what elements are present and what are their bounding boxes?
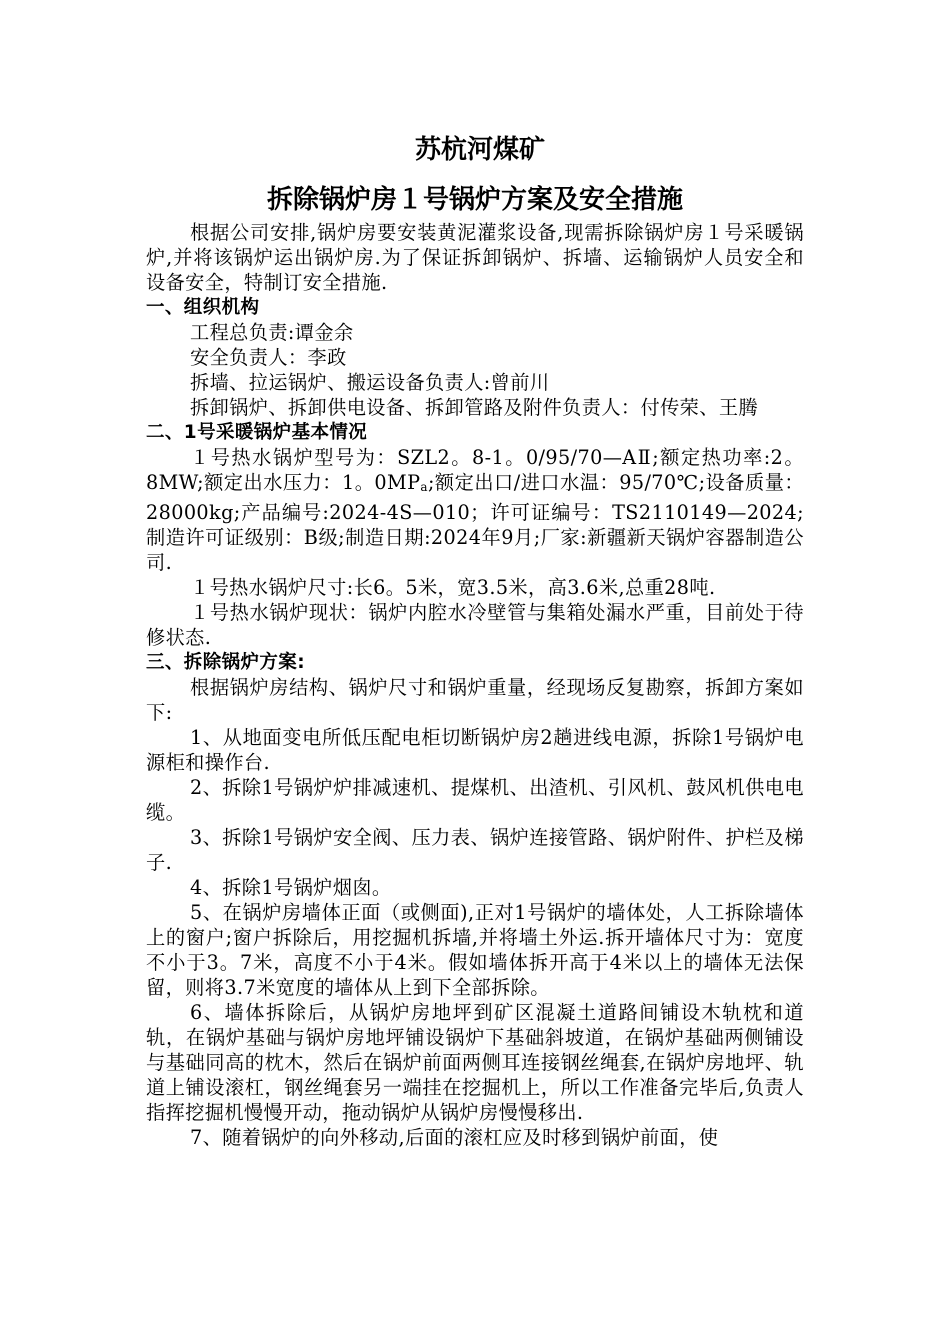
plan-step-3: 3、拆除1号锅炉安全阀、压力表、锅炉连接管路、锅炉附件、护栏及梯子. <box>146 826 804 874</box>
plan-step-7: 7、随着锅炉的向外移动,后面的滚杠应及时移到锅炉前面，使 <box>190 1126 719 1149</box>
org-item-wall-transport: 拆墙、拉运锅炉、搬运设备负责人:曾前川 <box>190 371 550 394</box>
section-3-heading: 三、拆除锅炉方案: <box>146 652 305 673</box>
org-item-dismantle: 拆卸锅炉、拆卸供电设备、拆卸管路及附件负责人：付传荣、王腾 <box>190 396 759 419</box>
section-1-heading: 一、组织机构 <box>146 297 260 318</box>
document-title: 苏杭河煤矿 <box>414 135 545 165</box>
boiler-spec-part-b: ;额定出口/进口水温：95/70℃;设备质量：28000kg;产品编号:2024-4S—010；许可证编号：TS2110149—2024;制造许可证级别：B级;制造日期:2024年9月;厂家:新疆新天锅炉容器制造公司. <box>146 471 804 574</box>
boiler-spec-part-a: １号热水锅炉型号为：SZL2。8-1。0/95/70—AⅡ;额定热功率:2。8MW;额定出水压力：1。0MP <box>146 446 804 494</box>
boiler-status-paragraph: １号热水锅炉现状：锅炉内腔水冷壁管与集箱处漏水严重，目前处于待修状态. <box>146 601 804 649</box>
section-2-heading: 二、1号采暖锅炉基本情况 <box>146 422 368 443</box>
boiler-spec-paragraph <box>146 445 804 575</box>
org-item-safety: 安全负责人：李政 <box>190 346 347 369</box>
boiler-size-paragraph: １号热水锅炉尺寸:长6。5米，宽3.5米，高3.6米,总重28吨. <box>190 576 716 599</box>
plan-step-1: 1、从地面变电所低压配电柜切断锅炉房2趟进线电源，拆除1号锅炉电源柜和操作台. <box>146 726 804 774</box>
plan-step-5: 5、在锅炉房墙体正面（或侧面),正对1号锅炉的墙体处，人工拆除墙体上的窗户;窗户拆除后，用挖掘机拆墙,并将墙土外运.拆开墙体尺寸为：宽度不小于3。7米，高度不小于4米。假如墙体拆开高于4米以上的墙体无法保留，则将3.7米宽度的墙体从上到下全部拆除。 <box>146 901 804 999</box>
document-page <box>146 130 804 1150</box>
plan-intro-paragraph: 根据锅炉房结构、锅炉尺寸和锅炉重量，经现场反复勘察，拆卸方案如下: <box>146 676 804 724</box>
plan-step-6: 6、墙体拆除后，从锅炉房地坪到矿区混凝土道路间铺设木轨枕和道轨，在锅炉基础与锅炉房地坪铺设锅炉下基础斜坡道，在锅炉基础两侧铺设与基础同高的枕木，然后在锅炉前面两侧耳连接钢丝绳套,在锅炉房地坪、轨道上铺设滚杠，钢丝绳套另一端挂在挖掘机上，所以工作准备完毕后,负责人指挥挖掘机慢慢开动，拖动锅炉从锅炉房慢慢移出. <box>146 1001 804 1124</box>
pressure-unit-subscript: a <box>420 480 428 494</box>
plan-step-4: 4、拆除1号锅炉烟囱。 <box>190 876 392 899</box>
document-subtitle: 拆除锅炉房１号锅炉方案及安全措施 <box>266 185 683 215</box>
plan-step-2: 2、拆除1号锅炉炉排减速机、提煤机、出渣机、引风机、鼓风机供电电缆。 <box>146 776 804 824</box>
intro-paragraph: 根据公司安排,锅炉房要安装黄泥灌浆设备,现需拆除锅炉房１号采暖锅炉,并将该锅炉运出锅炉房.为了保证拆卸锅炉、拆墙、运输锅炉人员安全和设备安全，特制订安全措施. <box>146 221 804 294</box>
org-item-chief: 工程总负责:谭金余 <box>190 321 354 344</box>
